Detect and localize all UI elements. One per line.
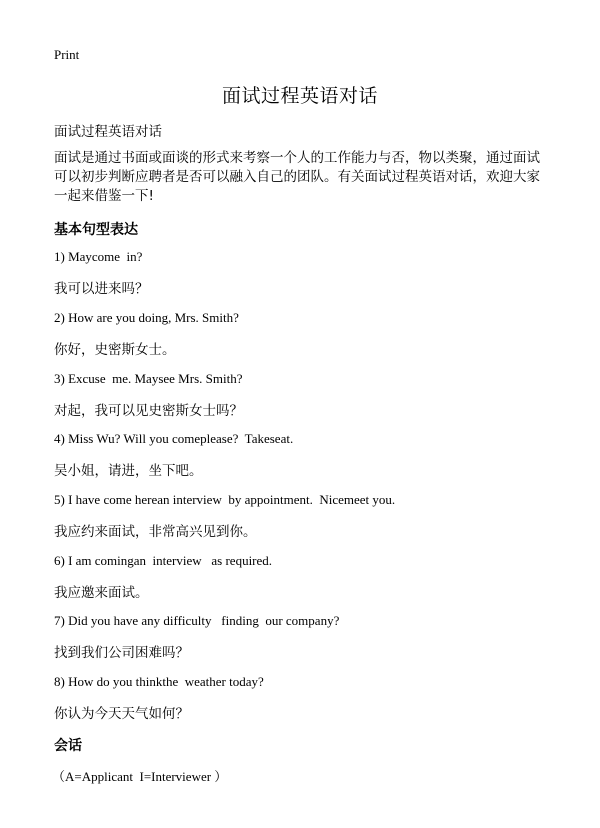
sentence-zh-7: 找到我们公司困难吗？ — [54, 645, 189, 661]
sentence-zh-4: 吴小姐，请进，坐下吧。 — [54, 463, 203, 479]
page-title: 面试过程英语对话 — [221, 85, 378, 107]
dialogue-role-note: （A=Applicant I=Interviewer ） — [52, 769, 228, 784]
intro-paragraph: 面试是通过书面或面谈的形式来考察一个人的工作能力与否，物以类聚，通过面试可以初步判断应聘者是否可以融入自己的团队。有关面试过程英语对话，欢迎大家一起来借鉴一下! — [54, 150, 540, 204]
sentence-en-5: 5) I have come herean interview by appointment. Nicemeet you. — [54, 492, 396, 507]
sentence-en-6: 6) I am comingan interview as required. — [54, 553, 273, 568]
print-link[interactable]: Print — [54, 47, 80, 62]
sentence-zh-6: 我应邀来面试。 — [54, 585, 149, 601]
section-heading-dialogue: 会话 — [54, 738, 82, 754]
sentence-zh-1: 我可以进来吗？ — [54, 281, 149, 297]
sentence-zh-3: 对起，我可以见史密斯女士吗？ — [54, 403, 243, 419]
sentence-zh-5: 我应约来面试，非常高兴见到你。 — [54, 524, 257, 540]
sentence-en-7: 7) Did you have any difficulty finding our company? — [54, 613, 340, 628]
sentence-en-2: 2) How are you doing, Mrs. Smith? — [54, 310, 239, 325]
subtitle: 面试过程英语对话 — [54, 124, 162, 140]
sentence-en-4: 4) Miss Wu? Will you comeplease? Takeseat. — [54, 431, 294, 446]
sentence-en-1: 1) Maycome in? — [54, 249, 143, 264]
sentence-en-3: 3) Excuse me. Maysee Mrs. Smith? — [54, 371, 243, 386]
sentence-zh-2: 你好，史密斯女士。 — [54, 342, 176, 358]
sentence-en-8: 8) How do you thinkthe weather today? — [54, 674, 264, 689]
sentence-zh-8: 你认为今天天气如何？ — [54, 706, 189, 722]
section-heading-basic-sentences: 基本句型表达 — [54, 222, 138, 238]
